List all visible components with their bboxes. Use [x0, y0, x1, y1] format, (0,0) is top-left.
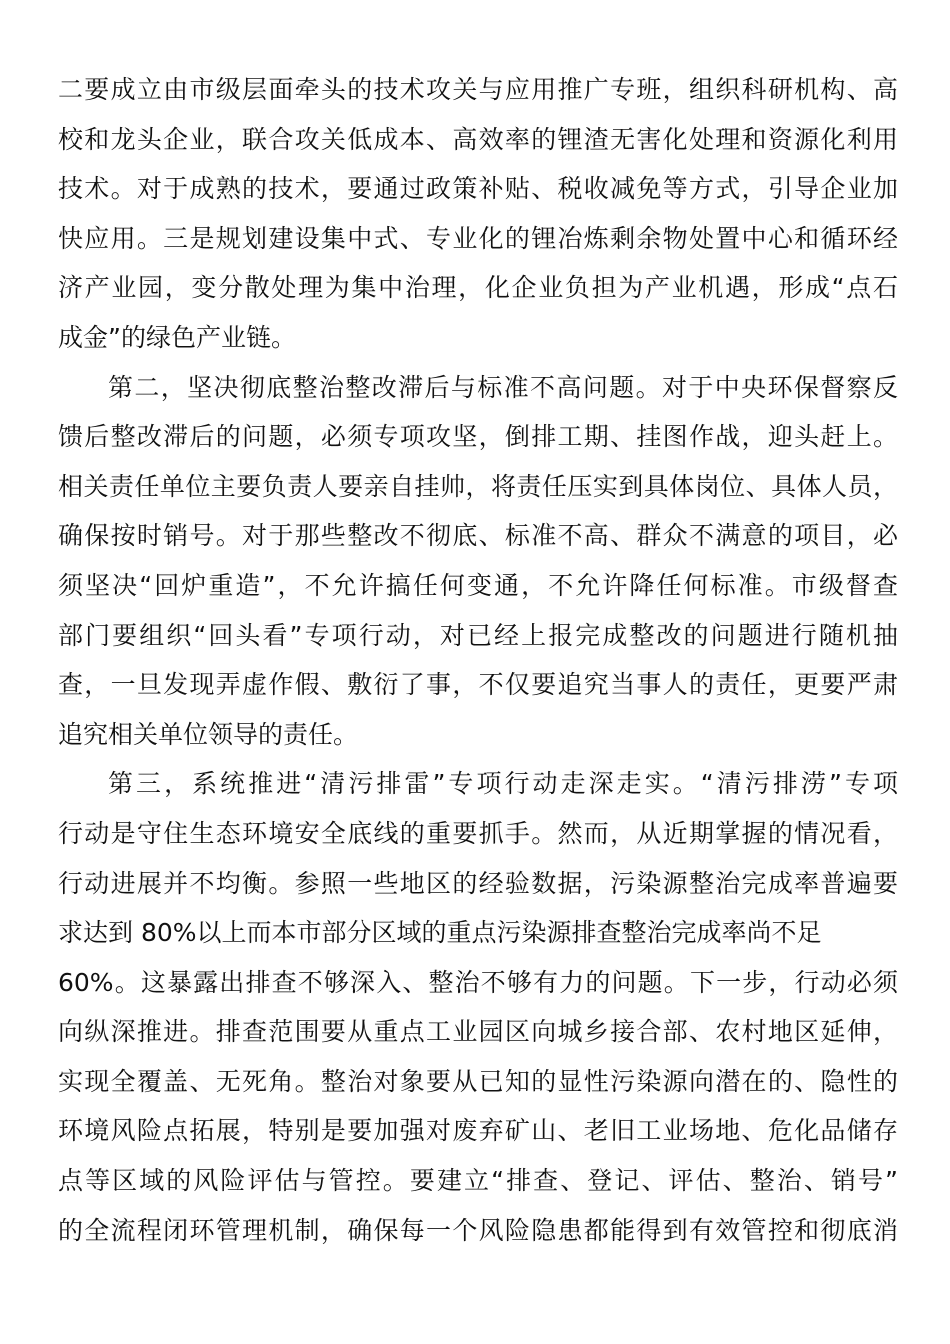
text-line: 追究相关单位领导的责任。	[58, 719, 359, 749]
text-line: 第二，坚决彻底整治整改滞后与标准不高问题。对于中央环保督察反	[108, 372, 898, 402]
text-line: 查，一旦发现弄虚作假、敷衍了事，不仅要追究当事人的责任，更要严肃	[58, 670, 898, 700]
text-line: 向纵深推进。排查范围要从重点工业园区向城乡接合部、农村地区延伸，	[58, 1017, 898, 1047]
document-body	[58, 65, 898, 1255]
text-line: 点等区域的风险评估与管控。要建立“排查、登记、评估、整治、销号”	[58, 1166, 898, 1196]
text-line: 成金”的绿色产业链。	[58, 322, 296, 352]
text-line: 快应用。三是规划建设集中式、专业化的锂冶炼剩余物处置中心和循环经	[58, 223, 898, 253]
text-line: 实现全覆盖、无死角。整治对象要从已知的显性污染源向潜在的、隐性的	[58, 1066, 898, 1096]
text-line: 校和龙头企业，联合攻关低成本、高效率的锂渣无害化处理和资源化利用	[58, 124, 898, 154]
text-line: 相关责任单位主要负责人要亲自挂帅，将责任压实到具体岗位、具体人员，	[58, 471, 898, 501]
text-line: 济产业园，变分散处理为集中治理，化企业负担为产业机遇，形成“点石	[58, 273, 898, 303]
paragraph-2	[58, 363, 898, 760]
text-line: 部门要组织“回头看”专项行动，对已经上报完成整改的问题进行随机抽	[58, 620, 898, 650]
text-line: 环境风险点拓展，特别是要加强对废弃矿山、老旧工业场地、危化品储存	[58, 1116, 898, 1146]
text-line: 行动进展并不均衡。参照一些地区的经验数据，污染源整治完成率普遍要	[58, 868, 898, 898]
text-line: 技术。对于成熟的技术，要通过政策补贴、税收减免等方式，引导企业加	[58, 174, 898, 204]
text-line: 求达到 80%以上而本市部分区域的重点污染源排查整治完成率尚不足	[58, 918, 822, 948]
text-line: 确保按时销号。对于那些整改不彻底、标准不高、群众不满意的项目，必	[58, 521, 898, 551]
text-line: 第三，系统推进“清污排雷”专项行动走深走实。“清污排涝”专项	[108, 769, 898, 799]
text-line: 行动是守住生态环境安全底线的重要抓手。然而，从近期掌握的情况看，	[58, 818, 898, 848]
text-line: 的全流程闭环管理机制，确保每一个风险隐患都能得到有效管控和彻底消	[58, 1215, 898, 1245]
text-line: 二要成立由市级层面牵头的技术攻关与应用推广专班，组织科研机构、高	[58, 75, 898, 104]
paragraph-3	[58, 759, 898, 1255]
text-line: 须坚决“回炉重造”，不允许搞任何变通，不允许降任何标准。市级督查	[58, 570, 898, 600]
text-line: 馈后整改滞后的问题，必须专项攻坚，倒排工期、挂图作战，迎头赶上。	[58, 422, 898, 452]
text-line: 60%。这暴露出排查不够深入、整治不够有力的问题。下一步，行动必须	[58, 967, 898, 997]
paragraph-1	[58, 65, 898, 363]
